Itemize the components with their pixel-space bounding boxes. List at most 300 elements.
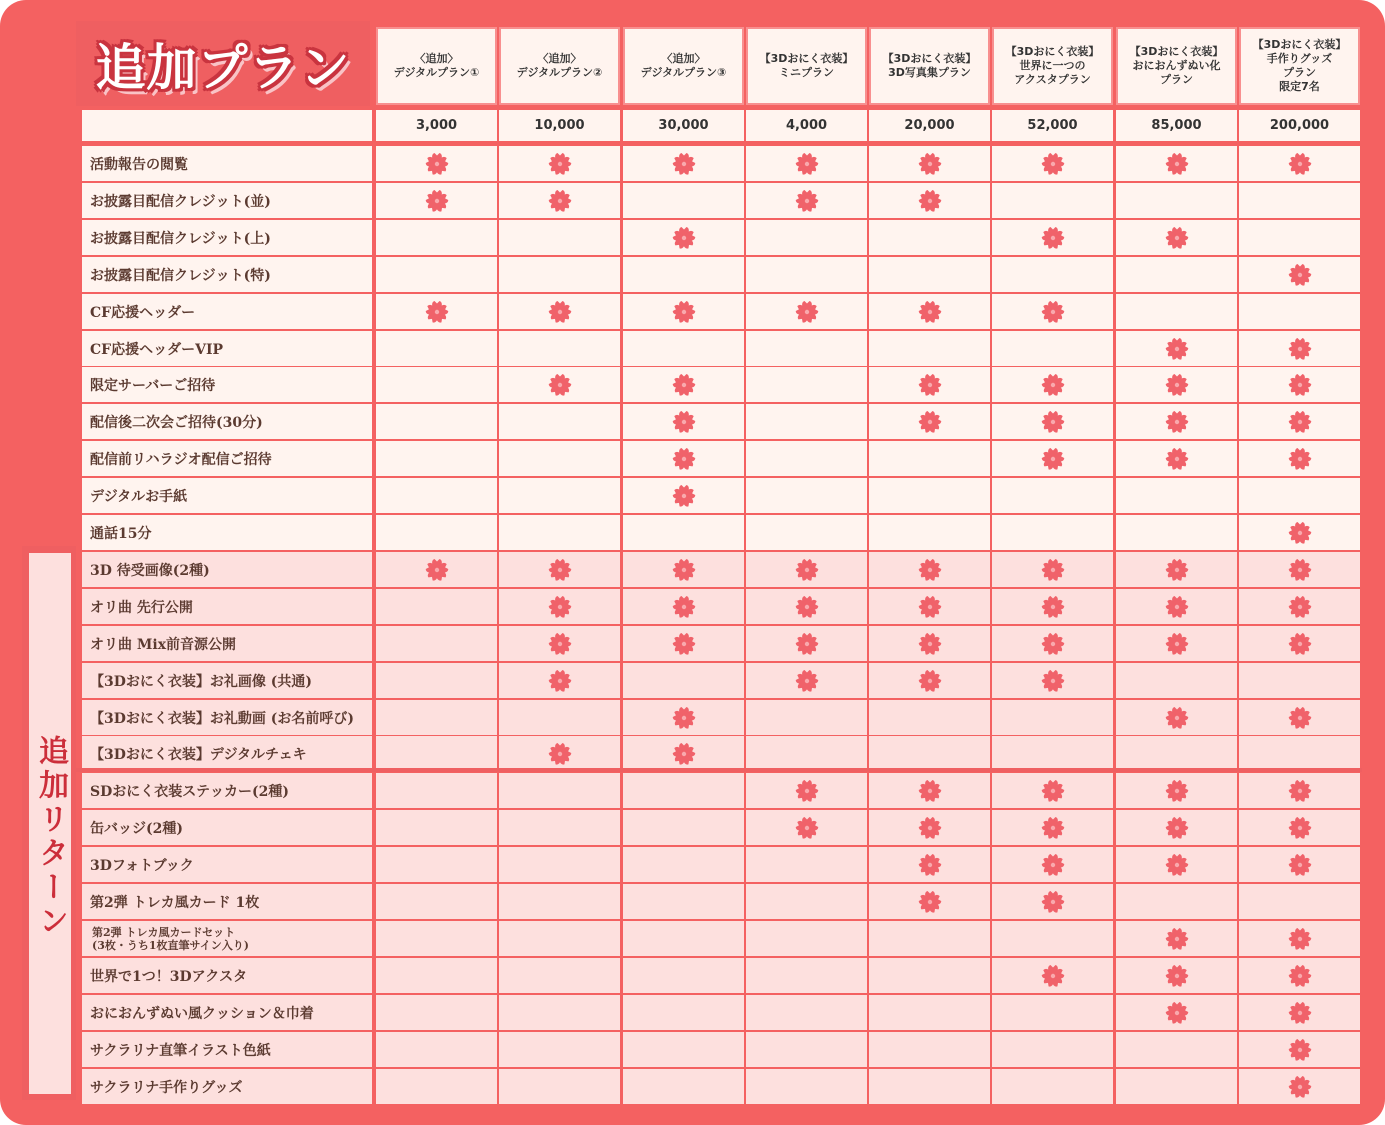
sakura-flower-icon bbox=[918, 152, 942, 176]
benefit-cell bbox=[869, 478, 990, 513]
benefit-cell bbox=[869, 367, 990, 402]
benefit-cell bbox=[992, 700, 1113, 735]
benefit-cell bbox=[499, 1032, 620, 1067]
benefit-cell bbox=[623, 995, 744, 1030]
benefit-cell bbox=[1239, 220, 1360, 255]
benefit-cell bbox=[1116, 552, 1237, 587]
benefit-cell bbox=[376, 1032, 497, 1067]
benefit-cell bbox=[746, 294, 867, 329]
benefit-cell bbox=[376, 331, 497, 366]
sakura-flower-icon bbox=[1165, 337, 1189, 361]
benefit-cell bbox=[499, 700, 620, 735]
benefit-cell bbox=[499, 294, 620, 329]
benefit-cell bbox=[992, 884, 1113, 919]
benefit-cell bbox=[376, 552, 497, 587]
sakura-flower-icon bbox=[672, 742, 696, 766]
sakura-flower-icon bbox=[918, 890, 942, 914]
plan-header-4: 【3Dおにく衣装】 ミニプラン bbox=[746, 27, 867, 105]
benefit-cell bbox=[746, 589, 867, 624]
sakura-flower-icon bbox=[918, 410, 942, 434]
plan-price-7: 85,000 bbox=[1116, 110, 1237, 141]
plan-price-4: 4,000 bbox=[746, 110, 867, 141]
benefit-cell bbox=[499, 663, 620, 698]
sakura-flower-icon bbox=[1041, 410, 1065, 434]
benefit-row-label: 【3Dおにく衣装】デジタルチェキ bbox=[82, 736, 372, 771]
sakura-flower-icon bbox=[548, 558, 572, 582]
sakura-flower-icon bbox=[548, 669, 572, 693]
benefit-cell bbox=[869, 257, 990, 292]
sakura-flower-icon bbox=[672, 410, 696, 434]
benefit-cell bbox=[499, 478, 620, 513]
sakura-flower-icon bbox=[1288, 927, 1312, 951]
sakura-flower-icon bbox=[1288, 1075, 1312, 1099]
sakura-flower-icon bbox=[918, 189, 942, 213]
benefit-cell bbox=[499, 773, 620, 808]
benefit-cell bbox=[499, 736, 620, 771]
benefit-cell bbox=[376, 478, 497, 513]
benefit-cell bbox=[992, 626, 1113, 661]
benefit-cell bbox=[499, 1069, 620, 1104]
sakura-flower-icon bbox=[1165, 558, 1189, 582]
benefit-cell bbox=[992, 736, 1113, 771]
sakura-flower-icon bbox=[1041, 816, 1065, 840]
sakura-flower-icon bbox=[425, 152, 449, 176]
benefit-cell bbox=[746, 220, 867, 255]
benefit-cell bbox=[499, 626, 620, 661]
benefit-cell bbox=[1239, 441, 1360, 476]
sakura-flower-icon bbox=[1041, 890, 1065, 914]
benefit-cell bbox=[623, 404, 744, 439]
benefit-cell bbox=[869, 773, 990, 808]
sakura-flower-icon bbox=[672, 706, 696, 730]
sakura-flower-icon bbox=[1288, 595, 1312, 619]
benefit-cell bbox=[992, 847, 1113, 882]
benefit-cell bbox=[376, 404, 497, 439]
sakura-flower-icon bbox=[795, 300, 819, 324]
sakura-flower-icon bbox=[1165, 226, 1189, 250]
benefit-cell bbox=[746, 1032, 867, 1067]
benefit-cell bbox=[746, 404, 867, 439]
sakura-flower-icon bbox=[1288, 152, 1312, 176]
benefit-cell bbox=[1239, 921, 1360, 956]
benefit-cell bbox=[1239, 884, 1360, 919]
benefit-cell bbox=[1116, 183, 1237, 218]
benefit-cell bbox=[746, 626, 867, 661]
benefit-cell bbox=[992, 663, 1113, 698]
benefit-cell bbox=[376, 220, 497, 255]
benefit-cell bbox=[376, 773, 497, 808]
benefit-row-label: お披露目配信クレジット(特) bbox=[82, 257, 372, 292]
benefit-cell bbox=[1116, 404, 1237, 439]
sakura-flower-icon bbox=[1288, 1001, 1312, 1025]
benefit-cell bbox=[746, 183, 867, 218]
benefit-cell bbox=[1239, 663, 1360, 698]
benefit-cell bbox=[992, 146, 1113, 181]
benefit-cell bbox=[746, 884, 867, 919]
benefit-row-label: 世界で1つ！3Dアクスタ bbox=[82, 958, 372, 993]
plan-header-1: 〈追加〉 デジタルプラン① bbox=[376, 27, 497, 105]
benefit-cell bbox=[746, 515, 867, 550]
benefit-cell bbox=[1116, 810, 1237, 845]
benefit-cell bbox=[992, 958, 1113, 993]
benefit-cell bbox=[376, 995, 497, 1030]
benefit-cell bbox=[1116, 995, 1237, 1030]
benefit-cell bbox=[1116, 958, 1237, 993]
sakura-flower-icon bbox=[672, 595, 696, 619]
benefit-cell bbox=[376, 736, 497, 771]
plan-price-2: 10,000 bbox=[499, 110, 620, 141]
sakura-flower-icon bbox=[795, 595, 819, 619]
benefit-cell bbox=[499, 884, 620, 919]
benefit-cell bbox=[499, 921, 620, 956]
benefit-cell bbox=[376, 810, 497, 845]
benefit-cell bbox=[499, 257, 620, 292]
sakura-flower-icon bbox=[1288, 373, 1312, 397]
benefit-cell bbox=[869, 1069, 990, 1104]
sakura-flower-icon bbox=[548, 742, 572, 766]
plan-header-2: 〈追加〉 デジタルプラン② bbox=[499, 27, 620, 105]
sakura-flower-icon bbox=[1041, 558, 1065, 582]
benefit-cell bbox=[992, 220, 1113, 255]
benefit-cell bbox=[499, 958, 620, 993]
sakura-flower-icon bbox=[1165, 373, 1189, 397]
benefit-cell bbox=[992, 367, 1113, 402]
plan-header-5: 【3Dおにく衣装】 3D写真集プラン bbox=[869, 27, 990, 105]
sakura-flower-icon bbox=[918, 558, 942, 582]
plan-price-3: 30,000 bbox=[623, 110, 744, 141]
sakura-flower-icon bbox=[1041, 779, 1065, 803]
sakura-flower-icon bbox=[1041, 669, 1065, 693]
benefit-cell bbox=[623, 589, 744, 624]
sakura-flower-icon bbox=[795, 558, 819, 582]
sakura-flower-icon bbox=[918, 853, 942, 877]
benefit-cell bbox=[992, 995, 1113, 1030]
plan-header-7: 【3Dおにく衣装】 おにおんずぬい化 プラン bbox=[1116, 27, 1237, 105]
benefit-row-label: 3D 待受画像(2種) bbox=[82, 552, 372, 587]
sakura-flower-icon bbox=[918, 373, 942, 397]
benefit-row-label: お披露目配信クレジット(並) bbox=[82, 183, 372, 218]
benefit-row-label: 通話15分 bbox=[82, 515, 372, 550]
benefit-cell bbox=[623, 441, 744, 476]
sakura-flower-icon bbox=[1165, 410, 1189, 434]
sakura-flower-icon bbox=[1041, 632, 1065, 656]
benefit-row-label: 活動報告の閲覧 bbox=[82, 146, 372, 181]
benefit-cell bbox=[869, 810, 990, 845]
benefit-cell bbox=[869, 700, 990, 735]
benefit-row-label: CF応援ヘッダーVIP bbox=[82, 331, 372, 366]
benefit-row-label: お披露目配信クレジット(上) bbox=[82, 220, 372, 255]
sakura-flower-icon bbox=[1041, 853, 1065, 877]
benefit-row-label: デジタルお手紙 bbox=[82, 478, 372, 513]
sakura-flower-icon bbox=[1288, 263, 1312, 287]
benefit-cell bbox=[376, 847, 497, 882]
benefit-cell bbox=[1239, 1032, 1360, 1067]
benefit-cell bbox=[869, 847, 990, 882]
benefit-cell bbox=[869, 736, 990, 771]
sakura-flower-icon bbox=[1288, 1038, 1312, 1062]
benefit-cell bbox=[1116, 773, 1237, 808]
sakura-flower-icon bbox=[672, 632, 696, 656]
sakura-flower-icon bbox=[672, 226, 696, 250]
sakura-flower-icon bbox=[1288, 779, 1312, 803]
benefit-cell bbox=[623, 257, 744, 292]
benefit-cell bbox=[623, 146, 744, 181]
benefit-row-label: SDおにく衣装ステッカー(2種) bbox=[82, 773, 372, 808]
benefit-cell bbox=[1239, 183, 1360, 218]
benefit-cell bbox=[746, 958, 867, 993]
benefit-row-label: サクラリナ直筆イラスト色紙 bbox=[82, 1032, 372, 1067]
benefit-row-label: 限定サーバーご招待 bbox=[82, 367, 372, 402]
sakura-flower-icon bbox=[425, 189, 449, 213]
benefit-cell bbox=[623, 773, 744, 808]
sakura-flower-icon bbox=[1288, 558, 1312, 582]
benefit-row-label: 3Dフォトブック bbox=[82, 847, 372, 882]
sakura-flower-icon bbox=[918, 595, 942, 619]
sakura-flower-icon bbox=[1165, 447, 1189, 471]
benefit-row-label: 第2弾 トレカ風カードセット (3枚・うち1枚直筆サイン入り) bbox=[82, 921, 372, 956]
benefit-cell bbox=[623, 220, 744, 255]
plan-price-5: 20,000 bbox=[869, 110, 990, 141]
side-label-panel bbox=[22, 546, 76, 1100]
benefit-cell bbox=[746, 441, 867, 476]
benefit-cell bbox=[869, 404, 990, 439]
sakura-flower-icon bbox=[672, 447, 696, 471]
side-label-inner bbox=[29, 553, 71, 1094]
sakura-flower-icon bbox=[548, 300, 572, 324]
benefit-cell bbox=[992, 478, 1113, 513]
benefit-cell bbox=[1239, 736, 1360, 771]
benefit-cell bbox=[376, 441, 497, 476]
sakura-flower-icon bbox=[918, 669, 942, 693]
sakura-flower-icon bbox=[1041, 595, 1065, 619]
benefit-cell bbox=[1116, 367, 1237, 402]
benefit-cell bbox=[869, 146, 990, 181]
benefit-cell bbox=[623, 736, 744, 771]
benefit-cell bbox=[992, 294, 1113, 329]
benefit-cell bbox=[1116, 1069, 1237, 1104]
benefit-row-label: 配信後二次会ご招待(30分) bbox=[82, 404, 372, 439]
sakura-flower-icon bbox=[1041, 447, 1065, 471]
benefit-cell bbox=[992, 441, 1113, 476]
plan-price-1: 3,000 bbox=[376, 110, 497, 141]
benefit-cell bbox=[623, 958, 744, 993]
benefit-cell bbox=[869, 589, 990, 624]
sakura-flower-icon bbox=[548, 373, 572, 397]
plan-header-8: 【3Dおにく衣装】 手作りグッズ プラン 限定7名 bbox=[1239, 27, 1360, 105]
benefit-cell bbox=[1116, 257, 1237, 292]
benefit-cell bbox=[623, 700, 744, 735]
group-divider bbox=[76, 768, 1362, 772]
benefit-cell bbox=[1116, 331, 1237, 366]
benefit-cell bbox=[623, 515, 744, 550]
benefit-cell bbox=[1116, 626, 1237, 661]
sakura-flower-icon bbox=[1165, 779, 1189, 803]
benefit-row-label: CF応援ヘッダー bbox=[82, 294, 372, 329]
side-label: 追加リターン bbox=[33, 735, 68, 939]
benefit-cell bbox=[869, 331, 990, 366]
benefit-cell bbox=[1239, 146, 1360, 181]
benefit-cell bbox=[376, 515, 497, 550]
benefit-cell bbox=[499, 220, 620, 255]
benefit-cell bbox=[746, 847, 867, 882]
benefit-cell bbox=[1239, 700, 1360, 735]
benefit-cell bbox=[499, 183, 620, 218]
plan-header-3: 〈追加〉 デジタルプラン③ bbox=[623, 27, 744, 105]
benefit-cell bbox=[1116, 1032, 1237, 1067]
benefit-cell bbox=[499, 552, 620, 587]
benefit-cell bbox=[746, 478, 867, 513]
benefit-cell bbox=[869, 663, 990, 698]
sakura-flower-icon bbox=[1041, 964, 1065, 988]
sakura-flower-icon bbox=[1165, 816, 1189, 840]
benefit-cell bbox=[499, 367, 620, 402]
benefit-cell bbox=[376, 367, 497, 402]
benefit-cell bbox=[869, 220, 990, 255]
sakura-flower-icon bbox=[1041, 226, 1065, 250]
sakura-flower-icon bbox=[1165, 152, 1189, 176]
sakura-flower-icon bbox=[795, 669, 819, 693]
sakura-flower-icon bbox=[1288, 447, 1312, 471]
benefit-row-label: 【3Dおにく衣装】お礼動画 (お名前呼び) bbox=[82, 700, 372, 735]
benefit-cell bbox=[623, 1069, 744, 1104]
sakura-flower-icon bbox=[425, 558, 449, 582]
benefit-cell bbox=[623, 294, 744, 329]
benefit-cell bbox=[623, 183, 744, 218]
sakura-flower-icon bbox=[425, 300, 449, 324]
benefit-cell bbox=[869, 958, 990, 993]
sakura-flower-icon bbox=[1165, 595, 1189, 619]
benefit-cell bbox=[1116, 736, 1237, 771]
benefit-cell bbox=[1116, 515, 1237, 550]
benefit-cell bbox=[992, 331, 1113, 366]
sakura-flower-icon bbox=[548, 595, 572, 619]
sakura-flower-icon bbox=[1288, 337, 1312, 361]
benefit-cell bbox=[746, 257, 867, 292]
benefit-cell bbox=[376, 294, 497, 329]
sakura-flower-icon bbox=[1165, 964, 1189, 988]
sakura-flower-icon bbox=[795, 189, 819, 213]
benefit-cell bbox=[992, 552, 1113, 587]
sakura-flower-icon bbox=[1041, 300, 1065, 324]
benefit-cell bbox=[869, 921, 990, 956]
sakura-flower-icon bbox=[1288, 816, 1312, 840]
benefit-cell bbox=[869, 1032, 990, 1067]
benefit-cell bbox=[376, 183, 497, 218]
benefit-cell bbox=[1239, 810, 1360, 845]
benefit-cell bbox=[1116, 478, 1237, 513]
plan-price-8: 200,000 bbox=[1239, 110, 1360, 141]
benefit-cell bbox=[1239, 294, 1360, 329]
sakura-flower-icon bbox=[795, 816, 819, 840]
benefit-cell bbox=[1116, 884, 1237, 919]
benefit-row-label: おにおんずぬい風クッション＆巾着 bbox=[82, 995, 372, 1030]
benefit-cell bbox=[1239, 1069, 1360, 1104]
sakura-flower-icon bbox=[1288, 521, 1312, 545]
benefit-cell bbox=[1116, 589, 1237, 624]
benefit-cell bbox=[499, 146, 620, 181]
benefit-cell bbox=[623, 1032, 744, 1067]
benefit-cell bbox=[746, 1069, 867, 1104]
benefit-cell bbox=[623, 626, 744, 661]
benefit-cell bbox=[992, 773, 1113, 808]
benefit-cell bbox=[869, 884, 990, 919]
benefit-cell bbox=[1239, 626, 1360, 661]
sakura-flower-icon bbox=[1288, 706, 1312, 730]
benefit-cell bbox=[623, 367, 744, 402]
benefit-cell bbox=[1239, 257, 1360, 292]
sakura-flower-icon bbox=[1165, 853, 1189, 877]
benefit-cell bbox=[623, 663, 744, 698]
benefit-cell bbox=[869, 294, 990, 329]
benefit-cell bbox=[499, 441, 620, 476]
sakura-flower-icon bbox=[548, 632, 572, 656]
sakura-flower-icon bbox=[1041, 373, 1065, 397]
benefit-row-label: サクラリナ手作りグッズ bbox=[82, 1069, 372, 1104]
sakura-flower-icon bbox=[795, 152, 819, 176]
sakura-flower-icon bbox=[795, 632, 819, 656]
sakura-flower-icon bbox=[1041, 152, 1065, 176]
sakura-flower-icon bbox=[672, 152, 696, 176]
benefit-cell bbox=[746, 331, 867, 366]
benefit-cell bbox=[376, 884, 497, 919]
benefit-cell bbox=[376, 589, 497, 624]
sakura-flower-icon bbox=[918, 632, 942, 656]
title-banner bbox=[76, 21, 370, 106]
benefit-cell bbox=[746, 736, 867, 771]
sakura-flower-icon bbox=[918, 300, 942, 324]
benefit-cell bbox=[1116, 663, 1237, 698]
benefit-cell bbox=[992, 1032, 1113, 1067]
benefit-cell bbox=[623, 552, 744, 587]
benefit-cell bbox=[1239, 515, 1360, 550]
benefit-cell bbox=[1116, 294, 1237, 329]
benefit-cell bbox=[499, 995, 620, 1030]
benefit-cell bbox=[499, 589, 620, 624]
benefit-cell bbox=[1239, 478, 1360, 513]
benefit-cell bbox=[376, 1069, 497, 1104]
sakura-flower-icon bbox=[672, 300, 696, 324]
benefit-cell bbox=[1239, 847, 1360, 882]
benefit-cell bbox=[1239, 589, 1360, 624]
sakura-flower-icon bbox=[1288, 853, 1312, 877]
plan-header-6: 【3Dおにく衣装】 世界に一つの アクスタプラン bbox=[992, 27, 1113, 105]
benefit-cell bbox=[869, 552, 990, 587]
sakura-flower-icon bbox=[795, 779, 819, 803]
benefit-cell bbox=[746, 552, 867, 587]
benefit-cell bbox=[499, 515, 620, 550]
benefit-row-label: オリ曲 Mix前音源公開 bbox=[82, 626, 372, 661]
sakura-flower-icon bbox=[918, 816, 942, 840]
benefit-cell bbox=[1116, 441, 1237, 476]
sakura-flower-icon bbox=[1165, 632, 1189, 656]
benefit-cell bbox=[746, 146, 867, 181]
benefit-cell bbox=[499, 810, 620, 845]
benefit-cell bbox=[376, 958, 497, 993]
page-title: 追加プラン bbox=[95, 38, 351, 97]
benefit-cell bbox=[623, 921, 744, 956]
benefit-cell bbox=[992, 921, 1113, 956]
benefit-cell bbox=[992, 183, 1113, 218]
benefit-row-label: 缶バッジ(2種) bbox=[82, 810, 372, 845]
benefit-cell bbox=[1116, 700, 1237, 735]
benefit-cell bbox=[499, 331, 620, 366]
benefit-cell bbox=[992, 257, 1113, 292]
benefit-cell bbox=[376, 257, 497, 292]
sakura-flower-icon bbox=[1288, 964, 1312, 988]
sakura-flower-icon bbox=[672, 484, 696, 508]
benefit-cell bbox=[376, 700, 497, 735]
benefit-row-label: 配信前リハラジオ配信ご招待 bbox=[82, 441, 372, 476]
